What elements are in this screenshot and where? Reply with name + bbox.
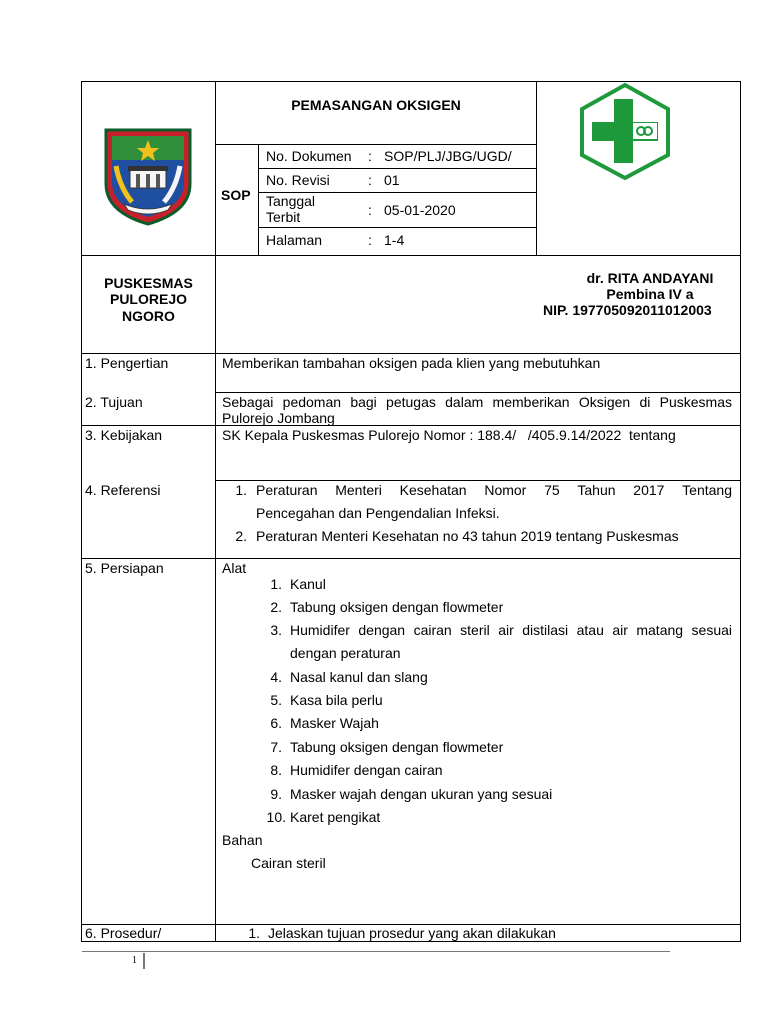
- list-item: Tabung oksigen dengan flowmeter: [290, 739, 504, 755]
- list-number: 5.: [270, 692, 282, 708]
- list-number: 7.: [270, 739, 282, 755]
- word: Nomor: [484, 482, 527, 498]
- prosedur-item: Jelaskan tujuan prosedur yang akan dilakukan: [268, 925, 556, 941]
- list-number: 4.: [270, 669, 282, 685]
- word: 75: [544, 482, 560, 498]
- word: Sebagai: [222, 394, 274, 410]
- word: cairan: [413, 622, 452, 638]
- word: 2017: [633, 482, 665, 498]
- list-number: 8.: [270, 762, 282, 778]
- referensi-line-1: [256, 482, 732, 498]
- page-number-bar: [143, 953, 145, 969]
- word: Humidifer: [290, 622, 350, 638]
- section-label-pengertian: 1. Pengertian: [85, 355, 169, 371]
- org-line: PULOREJO: [109, 291, 187, 307]
- word: air: [498, 622, 514, 638]
- referensi-text: Peraturan Menteri Kesehatan no 43 tahun 2019 tentang Puskesmas: [256, 528, 679, 544]
- meta-sep: :: [368, 202, 372, 218]
- puskesmas-cross-icon: [577, 82, 673, 180]
- referensi-line-2: Pencegahan dan Pengendalian Infeksi.: [256, 505, 500, 521]
- word: Peraturan: [256, 482, 318, 498]
- pengertian-text: Memberikan tambahan oksigen pada klien yang mebutuhkan: [222, 355, 601, 371]
- list-item: [290, 622, 732, 638]
- sop-label: SOP: [221, 187, 251, 203]
- word: pedoman: [282, 394, 342, 410]
- list-item: Kanul: [290, 576, 326, 592]
- page-number: 1: [132, 955, 137, 966]
- org-line: PUSKESMAS: [104, 275, 193, 291]
- word: Puskesmas: [659, 394, 732, 410]
- list-number: 9.: [270, 786, 282, 802]
- meta-label: Tanggal: [266, 193, 316, 209]
- list-number: 10.: [266, 809, 286, 825]
- meta-label: No. Dokumen: [266, 148, 352, 164]
- word: atau: [576, 622, 604, 638]
- list-item: Masker Wajah: [290, 715, 379, 731]
- list-number: 6.: [270, 715, 282, 731]
- word: sesuai: [691, 622, 732, 638]
- meta-label: Terbit: [266, 209, 301, 225]
- word: dalam: [445, 394, 484, 410]
- list-number: 2.: [270, 599, 282, 615]
- word: steril: [460, 622, 490, 638]
- section-label-prosedur: 6. Prosedur/: [85, 925, 162, 941]
- list-number: 2.: [235, 528, 247, 544]
- regional-emblem-icon: [102, 126, 194, 226]
- word: dengan: [358, 622, 406, 638]
- word: memberikan: [492, 394, 570, 410]
- bahan-item: Cairan steril: [251, 855, 326, 871]
- word: Tahun: [577, 482, 616, 498]
- meta-sep: :: [368, 232, 372, 248]
- list-item: Nasal kanul dan slang: [290, 669, 428, 685]
- word: distilasi: [522, 622, 569, 638]
- list-number: 3.: [270, 622, 282, 638]
- section-label-referensi: 4. Referensi: [85, 482, 161, 498]
- document-title: PEMASANGAN OKSIGEN: [291, 97, 461, 113]
- list-item: Kasa bila perlu: [290, 692, 383, 708]
- footer-rule: [82, 951, 670, 952]
- word: Kesehatan: [399, 482, 467, 498]
- meta-sep: :: [368, 172, 372, 188]
- word: Oksigen: [578, 394, 631, 410]
- meta-value: 05-01-2020: [384, 202, 456, 218]
- list-item: Masker wajah dengan ukuran yang sesuai: [290, 786, 553, 802]
- section-label-persiapan: 5. Persiapan: [85, 560, 164, 576]
- kebijakan-text: SK Kepala Puskesmas Pulorejo Nomor : 188.4/ /405.9.14/2022 tentang: [222, 427, 676, 443]
- list-number: 1.: [270, 576, 282, 592]
- signer-nip: NIP. 197705092011012003: [543, 302, 712, 318]
- alat-heading: Alat: [222, 560, 247, 576]
- section-label-kebijakan: 3. Kebijakan: [85, 427, 163, 443]
- meta-label: Halaman: [266, 232, 323, 248]
- word: matang: [636, 622, 684, 638]
- bahan-heading: Bahan: [222, 832, 263, 848]
- list-item: Humidifer dengan cairan: [290, 762, 443, 778]
- word: petugas: [386, 394, 436, 410]
- word: di: [639, 394, 651, 410]
- tujuan-line-1: [222, 394, 732, 410]
- list-number: 1.: [248, 925, 260, 941]
- meta-value: SOP/PLJ/JBG/UGD/: [384, 148, 512, 164]
- signer-name: dr. RITA ANDAYANI: [586, 270, 714, 286]
- meta-value: 1-4: [384, 232, 405, 248]
- list-item-cont: dengan peraturan: [290, 645, 401, 661]
- signer-rank: Pembina IV a: [606, 286, 694, 302]
- meta-label: No. Revisi: [266, 172, 330, 188]
- list-item: Karet pengikat: [290, 809, 381, 825]
- list-item: Tabung oksigen dengan flowmeter: [290, 599, 504, 615]
- list-number: 1.: [235, 482, 247, 498]
- word: air: [612, 622, 628, 638]
- meta-value: 01: [384, 172, 400, 188]
- word: Tentang: [682, 482, 732, 498]
- meta-sep: :: [368, 148, 372, 164]
- word: Menteri: [335, 482, 382, 498]
- word: bagi: [350, 394, 377, 410]
- tujuan-line-2: Pulorejo Jombang: [222, 410, 335, 426]
- org-line: NGORO: [122, 308, 175, 324]
- section-label-tujuan: 2. Tujuan: [85, 394, 143, 410]
